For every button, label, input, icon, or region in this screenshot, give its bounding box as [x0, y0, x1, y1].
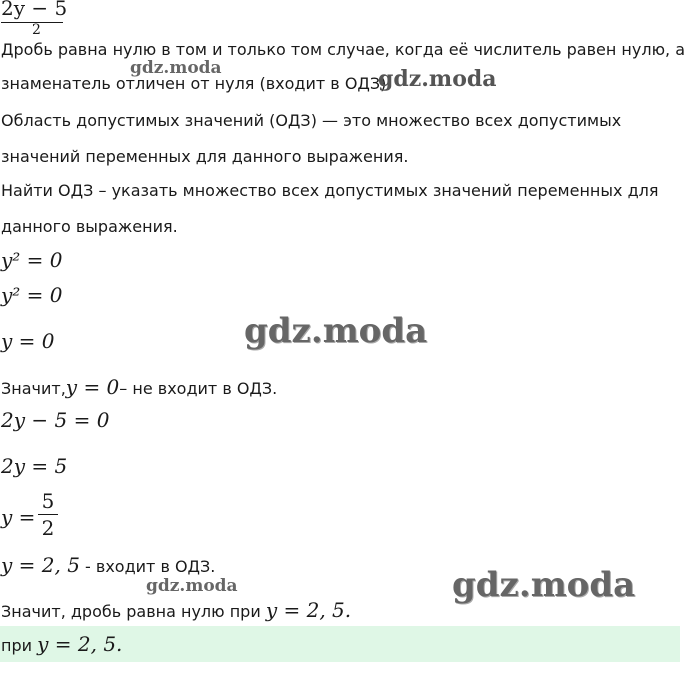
- fraction-denominator: 2: [41, 516, 55, 540]
- paragraph-line: знаменатель отличен от нуля (входит в ОДЗ).: [1, 74, 392, 93]
- paragraph-line: Область допустимых значений (ОДЗ) — это множество всех допустимых: [1, 111, 622, 130]
- equation: y = 0: [1, 329, 55, 353]
- answer-prefix-text: при: [1, 636, 33, 655]
- conclusion-prefix: Значит, дробь равна нулю при: [1, 602, 261, 621]
- watermark: gdz.moda: [378, 66, 497, 92]
- paragraph-line: Найти ОДЗ – указать множество всех допустимых значений переменных для: [1, 181, 659, 200]
- equation-math: y = 2, 5: [1, 553, 80, 577]
- conclusion-suffix: – не входит в ОДЗ.: [119, 379, 278, 398]
- conclusion-line: [1, 377, 277, 399]
- watermark: gdz.moda: [146, 576, 238, 596]
- answer-line: [1, 634, 122, 656]
- conclusion-math: y = 0: [65, 375, 120, 399]
- equation: y² = 0: [1, 248, 63, 272]
- equation-lhs: y =: [1, 505, 36, 529]
- fraction-denominator: 2: [32, 22, 41, 38]
- fraction-numerator: 5: [41, 489, 55, 513]
- paragraph-line: Дробь равна нулю в том и только том случае, когда её числитель равен нулю, а: [1, 40, 685, 59]
- conclusion-line: [1, 600, 351, 622]
- equation: 2y − 5 = 0: [1, 408, 110, 432]
- fraction-bar: [38, 514, 58, 515]
- conclusion-math: y = 2, 5.: [265, 598, 352, 622]
- conclusion-prefix: Значит,: [1, 379, 66, 398]
- equation: 2y = 5: [1, 454, 68, 478]
- watermark: gdz.moda: [452, 565, 636, 605]
- equation-line: [1, 555, 215, 577]
- equation-fraction: [38, 490, 58, 539]
- watermark: gdz.moda: [244, 311, 428, 351]
- fraction-numerator: 2y − 5: [1, 0, 68, 20]
- equation: y² = 0: [1, 283, 63, 307]
- watermark: gdz.moda: [130, 58, 222, 78]
- answer-math: y = 2, 5.: [37, 632, 123, 656]
- paragraph-line: данного выражения.: [1, 217, 178, 236]
- equation-suffix: - входит в ОДЗ.: [79, 557, 216, 576]
- paragraph-line: значений переменных для данного выражения.: [1, 147, 409, 166]
